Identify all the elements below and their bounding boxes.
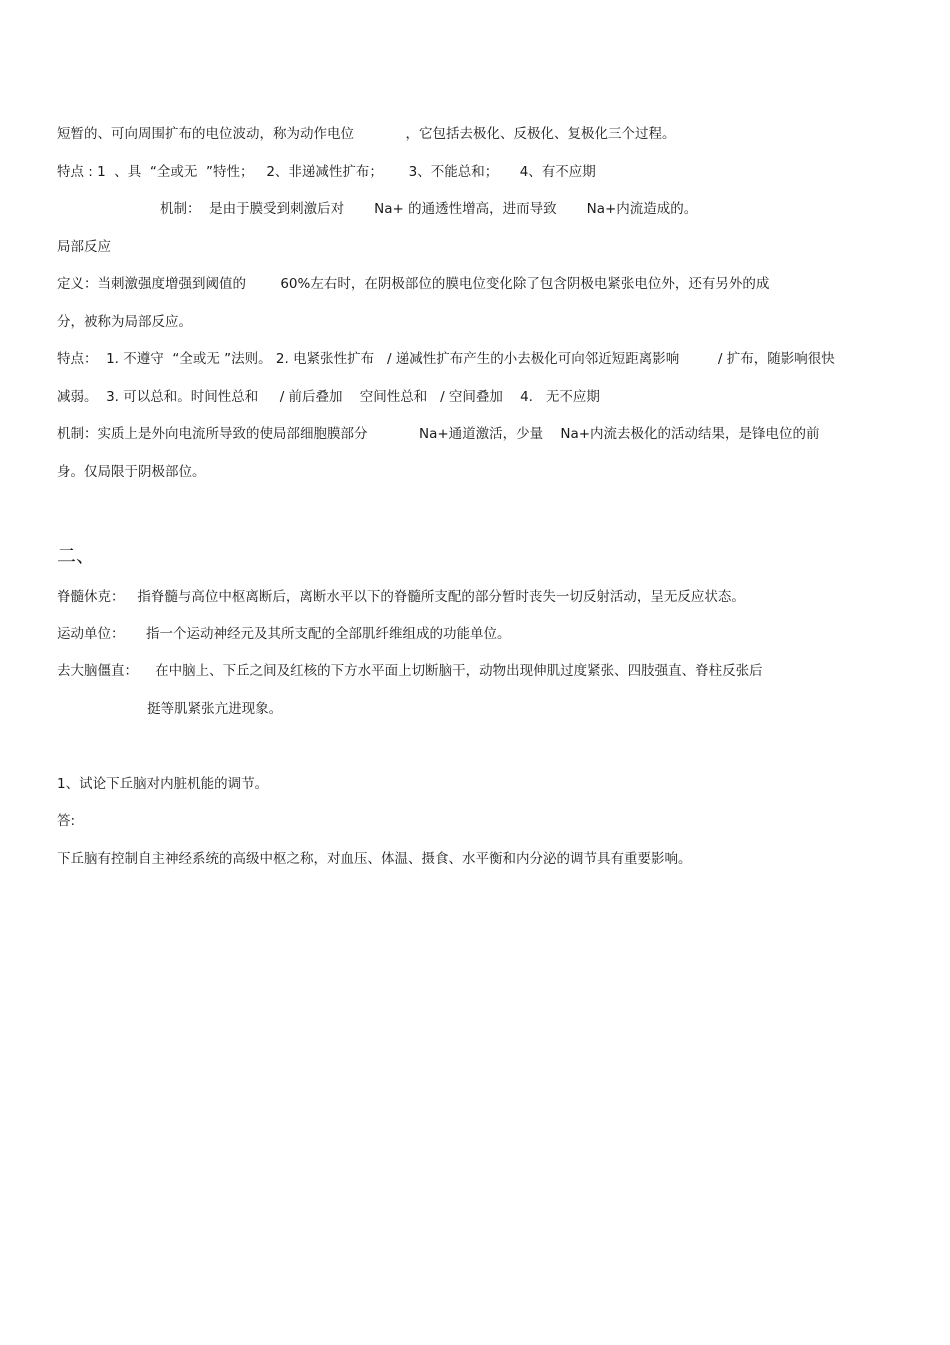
action-potential-definition: 短暂的、可向周围扩布的电位波动，称为动作电位 ，它包括去极化、反极化、复极化三个过程。 (57, 126, 676, 142)
local-response-definition: 定义：当刺激强度增强到阈值的 60%左右时，在阴极部位的膜电位变化除了包含阴极电紧张电位外，还有另外的成 (57, 276, 770, 292)
action-potential-features: 特点 : 1 、具 “全或无 ”特性； 2、非递减性扩布； 3、不能总和； 4、有不应期 (57, 164, 596, 180)
question-1: 1、试论下丘脑对内脏机能的调节。 (57, 776, 269, 792)
local-response-mechanism: 机制：实质上是外向电流所导致的使局部细胞膜部分 Na+通道激活，少量 Na+内流去极化的活动结果，是锋电位的前 (57, 426, 820, 442)
local-response-definition-cont: 分，被称为局部反应。 (57, 314, 192, 330)
local-response-features-cont: 减弱。 3. 可以总和。时间性总和 / 前后叠加 空间性总和 / 空间叠加 4. 无不应期 (57, 389, 600, 405)
action-potential-mechanism: 机制： 是由于膜受到刺激后对 Na+ 的通透性增高，进而导致 Na+内流造成的。 (57, 201, 698, 217)
answer-label: 答: (57, 813, 76, 829)
decerebrate-rigidity-definition: 去大脑僵直： 在中脑上、下丘之间及红核的下方水平面上切断脑干，动物出现伸肌过度紧张、四肢强直、脊柱反张后 (57, 663, 763, 679)
section-heading: 二、 (57, 545, 96, 567)
motor-unit-definition: 运动单位： 指一个运动神经元及其所支配的全部肌纤维组成的功能单位。 (57, 626, 511, 642)
decerebrate-rigidity-cont: 挺等肌紧张亢进现象。 (57, 701, 283, 717)
spinal-shock-definition: 脊髓休克： 指脊髓与高位中枢离断后，离断水平以下的脊髓所支配的部分暂时丧失一切反射活动，呈无反应状态。 (57, 589, 745, 605)
answer-text: 下丘脑有控制自主神经系统的高级中枢之称，对血压、体温、摄食、水平衡和内分泌的调节具有重要影响。 (57, 851, 692, 867)
local-response-title: 局部反应 (57, 239, 111, 255)
local-response-mechanism-cont: 身。仅局限于阴极部位。 (57, 464, 206, 480)
local-response-features: 特点： 1. 不遵守 “全或无 ”法则。 2. 电紧张性扩布 / 递减性扩布产生的小去极化可向邻近短距离影响 / 扩布，随影响很快 (57, 351, 835, 367)
